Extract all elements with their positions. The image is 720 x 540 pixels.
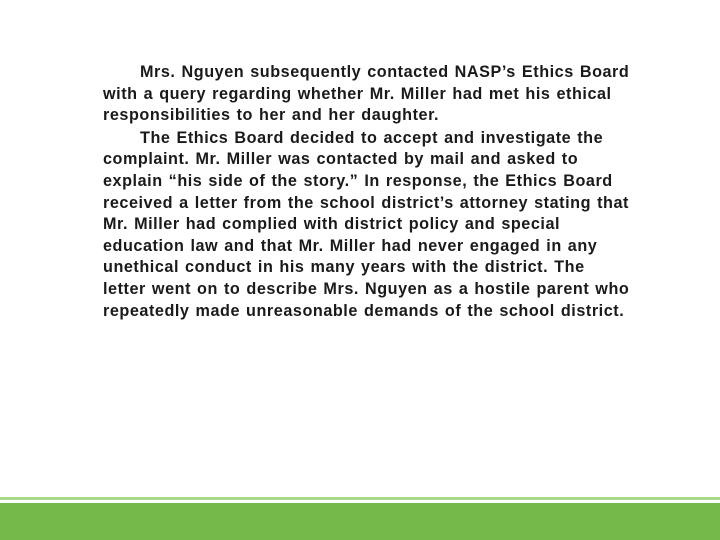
paragraph-2: The Ethics Board decided to accept and investigate the complaint. Mr. Miller was contacted by mail and asked to explain “his side of the story.” In response, the Ethics Board received a letter from the school district’s attorney stating that Mr. Miller had complied with district policy and special education law and that Mr. Miller had never engaged in any unethical conduct in his many years with the district. The letter went on to describe Mrs. Nguyen as a hostile parent who repeatedly made unreasonable demands of the school district. — [103, 128, 630, 320]
footer-bar — [0, 503, 720, 540]
paragraph-1: Mrs. Nguyen subsequently contacted NASP’s Ethics Board with a query regarding whether Mr. Miller had met his ethical responsibilities to her and her daughter. — [103, 63, 630, 125]
slide-body — [103, 62, 633, 322]
footer-accent-line — [0, 497, 720, 500]
